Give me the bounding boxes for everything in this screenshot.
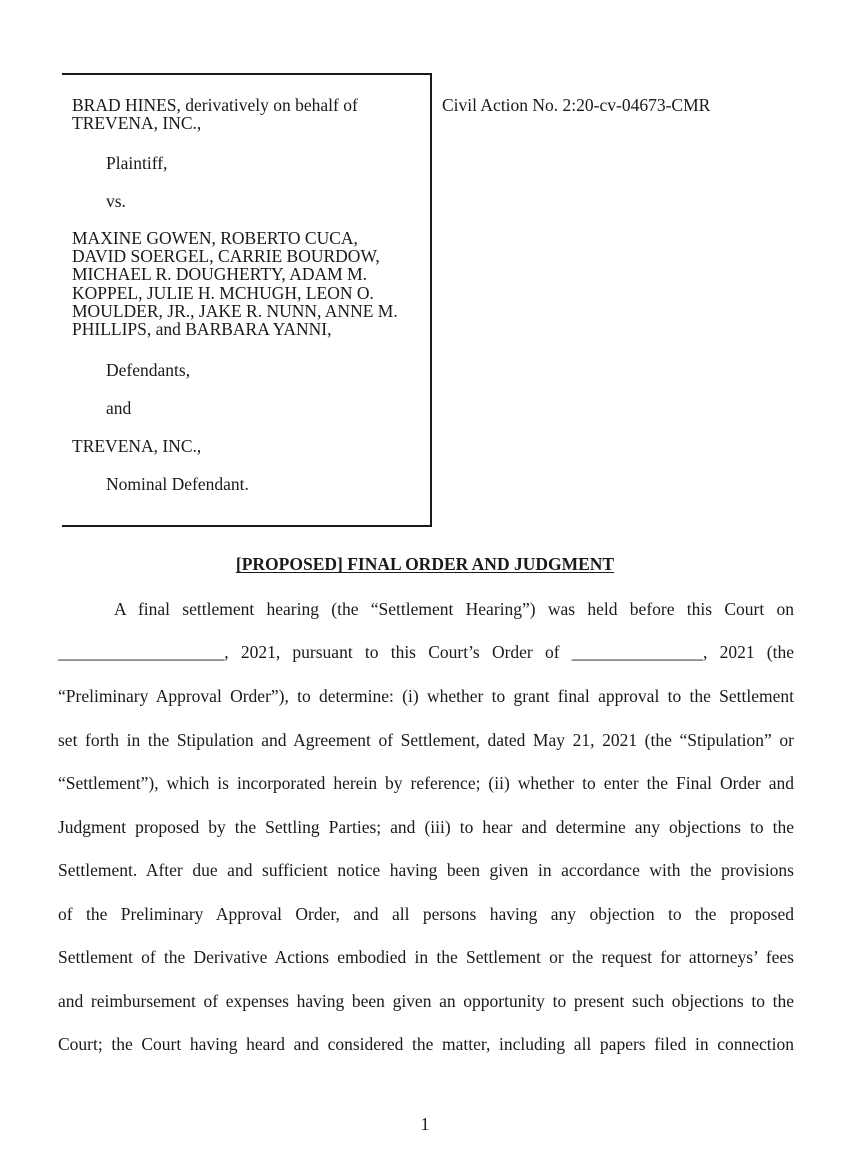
nominal-defendant-role: Nominal Defendant. <box>106 474 249 494</box>
nominal-defendant-name: TREVENA, INC., <box>72 436 202 456</box>
defendants-line-5: MOULDER, JR., JAKE R. NUNN, ANNE M. <box>72 301 398 321</box>
body-line: Settlement of the Derivative Actions embodied in the Settlement or the request for attorneys’ fees <box>58 947 794 967</box>
body-line: Judgment proposed by the Settling Parties; and (iii) to hear and determine any objections to the <box>58 817 794 837</box>
body-line: “Preliminary Approval Order”), to determine: (i) whether to grant final approval to the Settlement <box>58 686 794 706</box>
defendants-line-4: KOPPEL, JULIE H. MCHUGH, LEON O. <box>72 283 374 303</box>
defendants-line-1: MAXINE GOWEN, ROBERTO CUCA, <box>72 228 358 248</box>
defendants-line-6: PHILLIPS, and BARBARA YANNI, <box>72 319 332 339</box>
body-line: A final settlement hearing (the “Settlement Hearing”) was held before this Court on <box>114 599 794 619</box>
defendants-line-2: DAVID SOERGEL, CARRIE BOURDOW, <box>72 246 380 266</box>
defendants-line-3: MICHAEL R. DOUGHERTY, ADAM M. <box>72 264 368 284</box>
body-line: Settlement. After due and sufficient notice having been given in accordance with the provisions <box>58 860 794 880</box>
civil-action-number: Civil Action No. 2:20-cv-04673-CMR <box>442 95 711 115</box>
page-number: 1 <box>420 1114 430 1134</box>
defendants-role: Defendants, <box>106 360 191 380</box>
plaintiff-name-line-1: BRAD HINES, derivatively on behalf of <box>72 95 358 115</box>
body-line: “Settlement”), which is incorporated herein by reference; (ii) whether to enter the Final Order and <box>58 773 794 793</box>
and-label: and <box>106 398 132 418</box>
versus-label: vs. <box>106 191 126 211</box>
body-line: set forth in the Stipulation and Agreement of Settlement, dated May 21, 2021 (the “Stipulation” or <box>58 730 794 750</box>
body-line: and reimbursement of expenses having been given an opportunity to present such objections to the <box>58 991 794 1011</box>
document-title: [PROPOSED] FINAL ORDER AND JUDGMENT <box>235 554 615 574</box>
body-line: of the Preliminary Approval Order, and all persons having any objection to the proposed <box>58 904 794 924</box>
body-line: ___________________, 2021, pursuant to this Court’s Order of _______________, 2021 (the <box>58 642 794 662</box>
plaintiff-name-line-2: TREVENA, INC., <box>72 113 202 133</box>
body-line: Court; the Court having heard and considered the matter, including all papers filed in connection <box>58 1034 794 1054</box>
plaintiff-role: Plaintiff, <box>106 153 168 173</box>
